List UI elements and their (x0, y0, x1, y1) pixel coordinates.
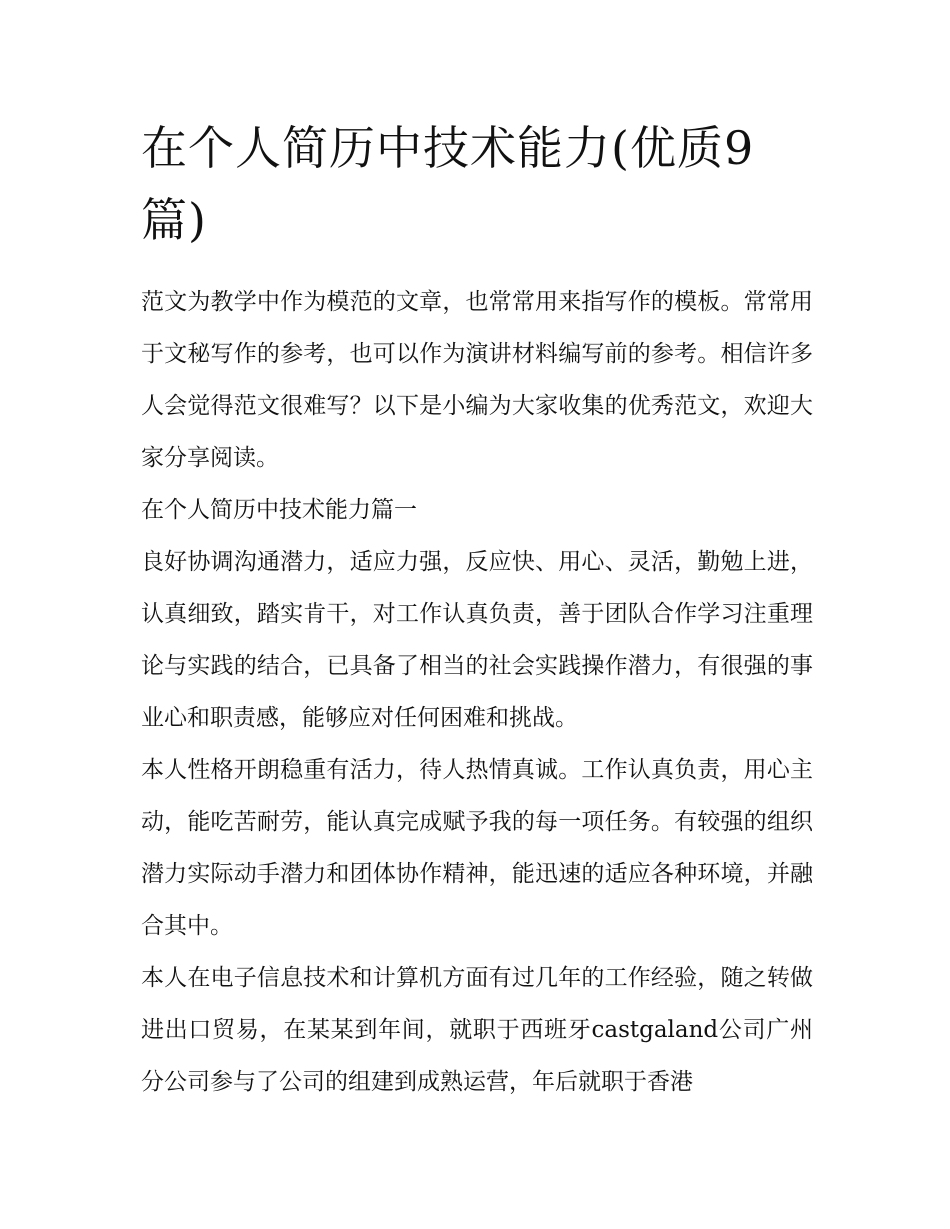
document-title: 在个人简历中技术能力(优质9篇) (141, 121, 755, 247)
body-paragraph: 本人在电子信息技术和计算机方面有过几年的工作经验，随之转做进出口贸易，在某某到年间，就职于西班牙castgaland公司广州分公司参与了公司的组建到成熟运营，年后就职于香港 (141, 965, 813, 1095)
section-heading: 在个人简历中技术能力篇一 (141, 497, 417, 523)
intro-paragraph: 范文为教学中作为模范的文章，也常常用来指写作的模板。常常用于文秘写作的参考，也可以作为演讲材料编写前的参考。相信许多人会觉得范文很难写？以下是小编为大家收集的优秀范文，欢迎大家分享阅读。 (141, 289, 813, 471)
document-body (141, 276, 813, 1108)
body-paragraph: 良好协调沟通潜力，适应力强，反应快、用心、灵活，勤勉上进，认真细致，踏实肯干，对工作认真负责，善于团队合作学习注重理论与实践的结合，已具备了相当的社会实践操作潜力，有很强的事业心和职责感，能够应对任何困难和挑战。 (141, 549, 813, 731)
body-paragraph: 本人性格开朗稳重有活力，待人热情真诚。工作认真负责，用心主动，能吃苦耐劳，能认真完成赋予我的每一项任务。有较强的组织潜力实际动手潜力和团体协作精神，能迅速的适应各种环境，并融合其中。 (141, 757, 813, 939)
document-page (141, 112, 813, 1108)
